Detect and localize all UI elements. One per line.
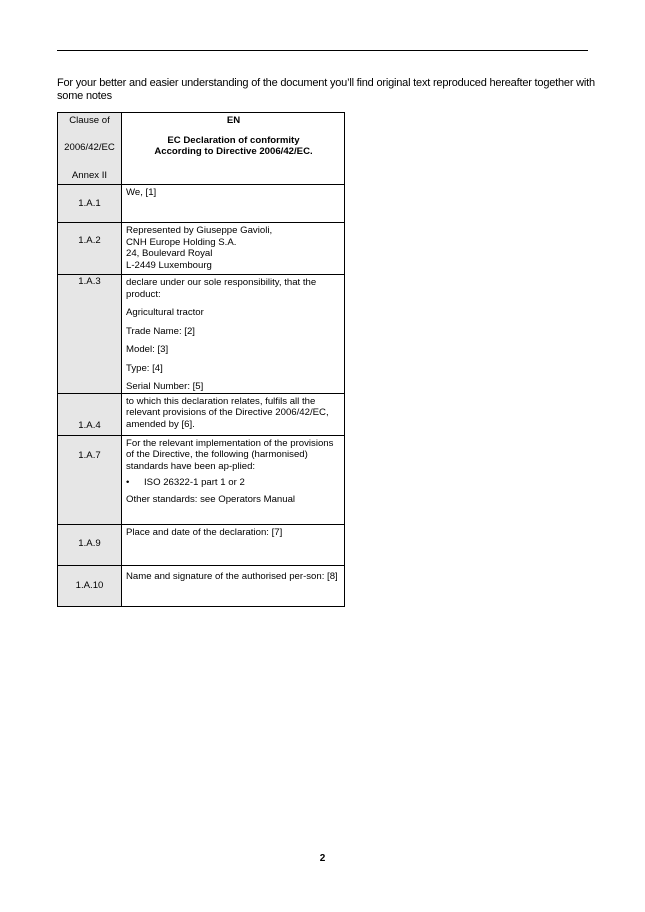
clause-text — [122, 565, 345, 606]
clause-text — [122, 275, 345, 394]
table-row — [58, 223, 345, 275]
clause-cell — [58, 524, 122, 565]
clause-number: 1.A.1 — [78, 198, 101, 209]
clause-cell — [58, 275, 122, 394]
clause-header-line: 2006/42/EC — [64, 142, 115, 154]
clause-cell — [58, 565, 122, 606]
clause-text — [122, 435, 345, 524]
clause-text — [122, 524, 345, 565]
table-row — [58, 524, 345, 565]
row-text: declare under our sole responsibility, that the product: — [126, 277, 317, 300]
standard-name: ISO 26322-1 part 1 or 2 — [144, 477, 245, 488]
table-row — [58, 275, 345, 394]
declaration-table — [57, 112, 345, 607]
clause-number: 1.A.7 — [78, 449, 101, 461]
table-header-row — [58, 113, 345, 185]
title-line: According to Directive 2006/42/EC. — [154, 146, 313, 157]
row-text: Place and date of the declaration: [7] — [126, 526, 283, 538]
clause-text — [122, 223, 345, 275]
title-line: EC Declaration of conformity — [167, 134, 300, 146]
clause-header-line: Clause of — [69, 115, 110, 126]
row-text: We, [1] — [126, 187, 157, 198]
clause-text — [122, 393, 345, 435]
clause-number: 1.A.10 — [75, 579, 104, 591]
language-code: EN — [226, 115, 241, 126]
address-line: CNH Europe Holding S.A. — [126, 236, 237, 248]
clause-cell — [58, 435, 122, 524]
intro-text: For your better and easier understanding of the document you’ll find original text reproduced hereafter together with some notes — [57, 77, 595, 102]
clause-number: 1.A.3 — [78, 276, 101, 287]
clause-number: 1.A.2 — [78, 235, 101, 246]
product-line: Model: [3] — [126, 344, 169, 355]
row-text: to which this declaration relates, fulfils all the relevant provisions of the Directive 2006/42/EC, amended by [6]. — [126, 395, 329, 430]
product-line: Agricultural tractor — [126, 307, 204, 318]
table-row — [58, 435, 345, 524]
table-row — [58, 393, 345, 435]
row-text: Name and signature of the authorised per-son: [8] — [126, 570, 338, 582]
clause-number: 1.A.4 — [78, 419, 101, 431]
product-line: Serial Number: [5] — [126, 381, 204, 392]
declaration-header — [122, 113, 345, 185]
other-standards: Other standards: see Operators Manual — [126, 493, 296, 505]
declaration-title — [126, 135, 341, 158]
address-line: L-2449 Luxembourg — [126, 259, 212, 271]
table-row — [58, 185, 345, 223]
clause-cell — [58, 223, 122, 275]
clause-header — [58, 113, 122, 185]
page-number: 2 — [319, 853, 326, 864]
product-line: Type: [4] — [126, 362, 163, 374]
top-rule — [57, 50, 588, 51]
clause-cell — [58, 185, 122, 223]
clause-number: 1.A.9 — [78, 537, 101, 549]
table-row — [58, 565, 345, 606]
clause-cell — [58, 393, 122, 435]
standard-bullet-item — [126, 477, 341, 489]
clause-text — [122, 185, 345, 223]
address-line: 24, Boulevard Royal — [126, 248, 213, 259]
clause-header-line: Annex II — [71, 169, 108, 181]
address-line: Represented by Giuseppe Gavioli, — [126, 225, 273, 236]
product-line: Trade Name: [2] — [126, 325, 195, 337]
bullet-icon: • — [126, 477, 130, 488]
row-text: For the relevant implementation of the provisions of the Directive, the following (harmonised) standards have been ap-plied: — [126, 437, 334, 472]
